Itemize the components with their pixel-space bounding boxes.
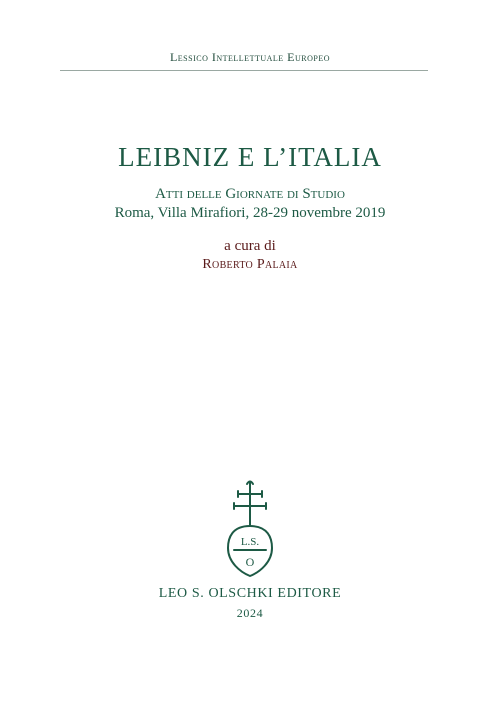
book-subtitle: Atti delle Giornate di Studio [155, 186, 345, 202]
logo-letters-top: L.S. [240, 536, 260, 548]
book-title: LEIBNIZ E L’ITALIA [118, 142, 382, 172]
olschki-logo-icon [220, 480, 280, 580]
event-dateline: Roma, Villa Mirafiori, 28-29 novembre 2019 [114, 205, 386, 221]
logo-letter-bottom: O [245, 555, 255, 569]
series-name: Lessico Intellettuale Europeo [169, 50, 331, 64]
series-divider [60, 70, 428, 71]
publisher-name: LEO S. OLSCHKI EDITORE [158, 586, 342, 601]
editor-name: Roberto Palaia [202, 257, 298, 272]
publication-year: 2024 [236, 606, 264, 620]
editor-intro: a cura di [224, 238, 276, 254]
